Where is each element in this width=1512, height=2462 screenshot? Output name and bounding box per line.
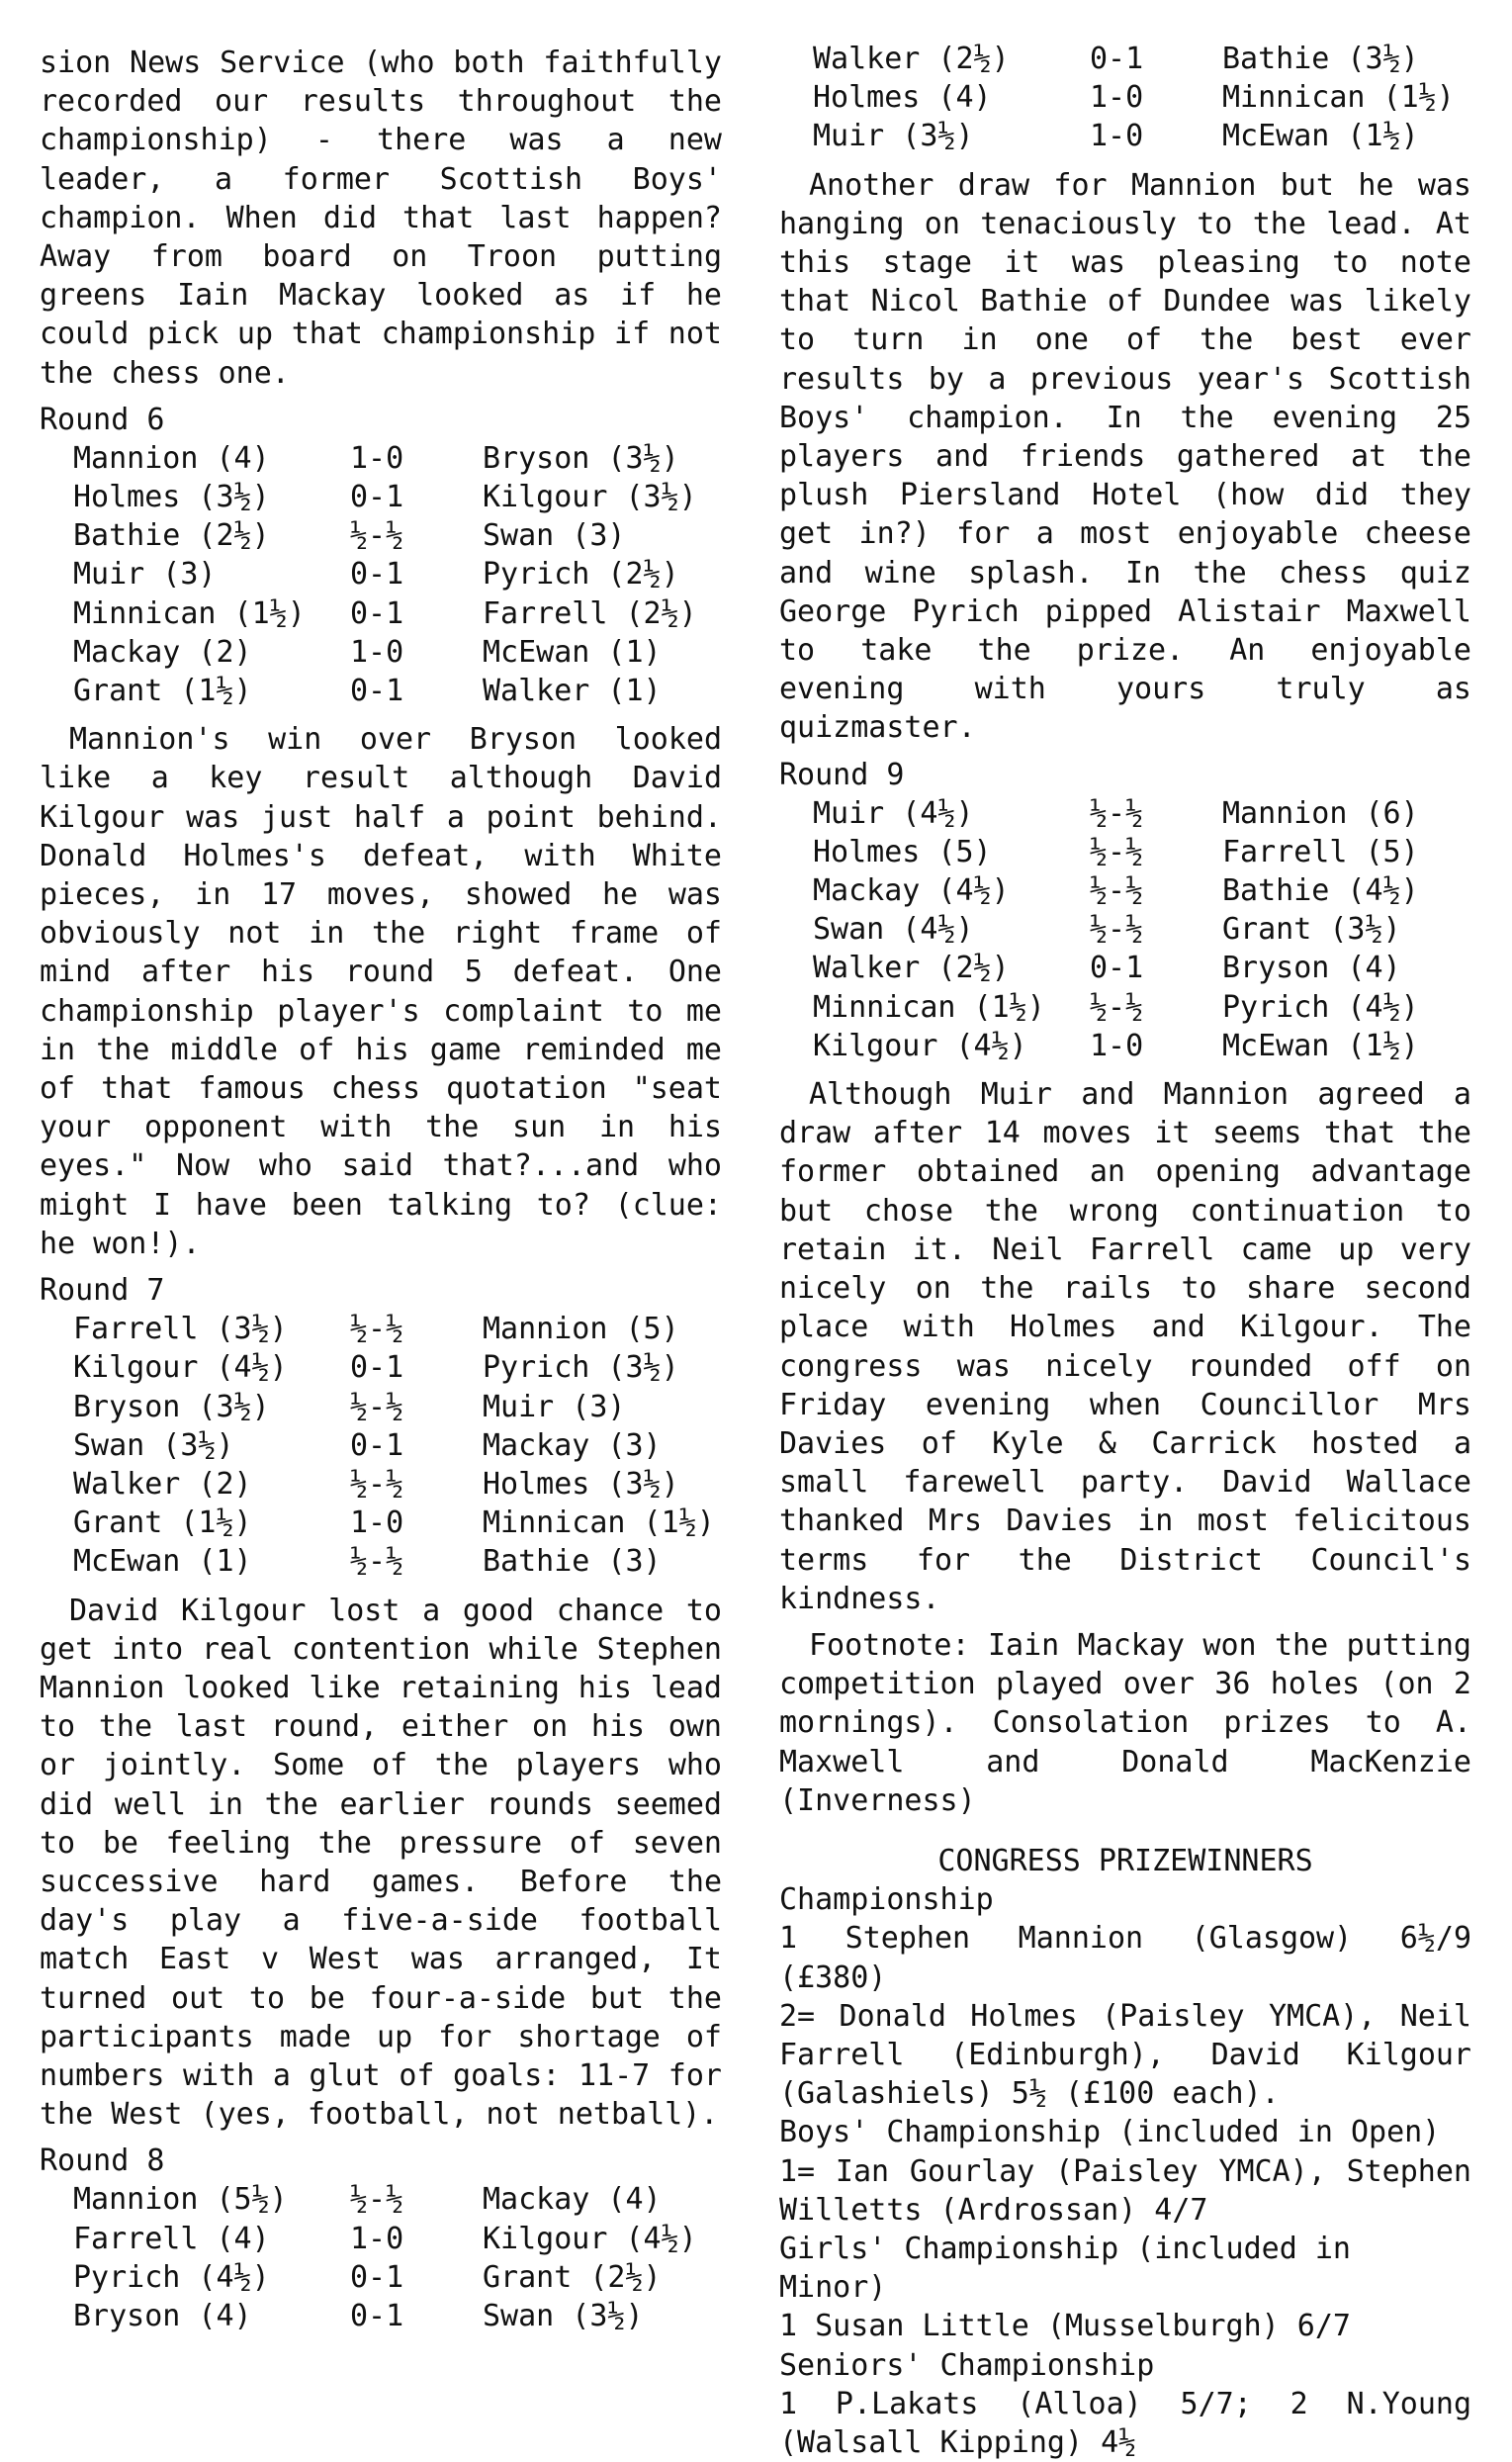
game-result: ½-½ xyxy=(1090,795,1144,831)
black-player: McEwan (1½) xyxy=(1222,1028,1419,1063)
game-result: 0-1 xyxy=(350,2298,404,2333)
white-player: McEwan (1) xyxy=(73,1544,252,1580)
white-player: Mackay (4½) xyxy=(813,873,1010,909)
game-result: 1-0 xyxy=(350,2221,404,2256)
white-player: Bathie (2½) xyxy=(73,518,270,554)
black-player: Pyrich (2½) xyxy=(483,557,679,593)
result-row xyxy=(813,988,1419,1027)
black-player: Farrell (2½) xyxy=(483,595,697,631)
black-player: Minnican (1½) xyxy=(1222,80,1455,116)
left-column xyxy=(40,44,722,2345)
black-player: Mackay (3) xyxy=(483,1427,662,1463)
result-row xyxy=(73,1348,715,1387)
black-player: Bryson (4) xyxy=(1222,951,1401,986)
black-player: Swan (3½) xyxy=(483,2298,644,2333)
result-row xyxy=(813,949,1419,987)
white-player: Grant (1½) xyxy=(73,674,252,709)
round-7-commentary: David Kilgour lost a good chance to get into real contention while Stephen Mannion looked like retaining his lead to the last round, either on his own or jointly. Some of the players who did well in the earlier rounds seemed to be feeling the pressure of seven successive hard games. Before the day's play a five-a-side football match East v West was arranged, It turned out to be four-a-side but the participants made up for shortage of numbers with a glut of goals: 11-7 for the West (yes, football, not netball). xyxy=(40,1593,722,2133)
round-8-commentary: Another draw for Mannion but he was hanging on tenaciously to the lead. At this stage it was pleasing to note that Nicol Bathie of Dundee was likely to turn in one of the best ever results by a previous year's Scottish Boys' champion. In the evening 25 players and friends gathered at the plush Piersland Hotel (how did they get in?) for a most enjoyable cheese and wine splash. In the chess quiz George Pyrich pipped Alistair Maxwell to take the prize. An enjoyable evening with yours truly as quizmaster. xyxy=(779,167,1471,746)
result-row xyxy=(73,1504,715,1542)
result-row xyxy=(73,2297,697,2335)
championship-label: Championship xyxy=(779,1882,994,1918)
white-player: Muir (3½) xyxy=(813,119,974,154)
white-player: Walker (2½) xyxy=(813,42,1010,76)
round-8-table xyxy=(73,2180,697,2335)
result-row xyxy=(813,833,1419,871)
round-8-heading: Round 8 xyxy=(40,2143,165,2179)
result-row xyxy=(73,2180,697,2219)
result-row xyxy=(73,2220,697,2258)
championship-winner: 1 Stephen Mannion (Glasgow) 6½/9 (£380) xyxy=(779,1921,1471,1995)
black-player: Bryson (3½) xyxy=(483,440,679,476)
result-row xyxy=(73,1310,715,1348)
white-player: Pyrich (4½) xyxy=(73,2259,270,2295)
game-result: ½-½ xyxy=(350,518,404,554)
white-player: Kilgour (4½) xyxy=(73,1350,288,1386)
white-player: Mackay (2) xyxy=(73,634,252,670)
game-result: 0-1 xyxy=(1090,951,1144,986)
game-result: 0-1 xyxy=(350,2259,404,2295)
prizewinners-heading: CONGRESS PRIZEWINNERS xyxy=(937,1843,1313,1878)
black-player: Grant (2½) xyxy=(483,2259,662,2295)
game-result: 1-0 xyxy=(1090,119,1144,154)
result-row xyxy=(813,871,1419,910)
result-row xyxy=(73,594,697,633)
result-row xyxy=(73,478,697,516)
round-6-commentary: Mannion's win over Bryson looked like a key result although David Kilgour was just half a point behind. Donald Holmes's defeat, with White pieces, in 17 moves, showed he was obviously not in the right frame of mind after his round 5 defeat. One championship player's complaint to me in the middle of his game reminded me of that famous chess quotation "seat your opponent with the sun in his eyes." Now who said that?...and who might I have been talking to? (clue: he won!). xyxy=(40,722,722,1261)
result-row xyxy=(73,439,697,478)
game-result: ½-½ xyxy=(1090,989,1144,1025)
white-player: Holmes (3½) xyxy=(73,480,270,515)
white-player: Walker (2) xyxy=(73,1466,252,1502)
black-player: McEwan (1) xyxy=(483,634,662,670)
game-result: 1-0 xyxy=(1090,1028,1144,1063)
result-row xyxy=(813,794,1419,833)
white-player: Bryson (4) xyxy=(73,2298,252,2333)
white-player: Swan (4½) xyxy=(813,912,974,948)
game-result: ½-½ xyxy=(350,1544,404,1580)
result-row xyxy=(73,1542,715,1581)
black-player: Kilgour (4½) xyxy=(483,2221,697,2256)
white-player: Holmes (5) xyxy=(813,834,992,869)
result-row xyxy=(73,1426,715,1465)
game-result: 0-1 xyxy=(350,557,404,593)
game-result: ½-½ xyxy=(350,1312,404,1347)
right-column xyxy=(779,44,1471,2462)
white-player: Farrell (3½) xyxy=(73,1312,288,1347)
game-result: 1-0 xyxy=(350,1505,404,1541)
result-row xyxy=(813,40,1455,78)
black-player: Swan (3) xyxy=(483,518,626,554)
result-row xyxy=(813,117,1455,155)
boys-winners: 1= Ian Gourlay (Paisley YMCA), Stephen Willetts (Ardrossan) 4/7 xyxy=(779,2153,1471,2228)
black-player: Bathie (3) xyxy=(483,1544,662,1580)
black-player: Bathie (4½) xyxy=(1222,873,1419,909)
result-row xyxy=(813,78,1455,117)
result-row xyxy=(73,1388,715,1426)
white-player: Holmes (4) xyxy=(813,80,992,116)
round-9-table xyxy=(813,794,1419,1065)
game-result: 0-1 xyxy=(350,480,404,515)
white-player: Muir (3) xyxy=(73,557,217,593)
game-result: 1-0 xyxy=(350,634,404,670)
boys-label: Boys' Championship (included in Open) xyxy=(779,2115,1441,2150)
black-player: Minnican (1½) xyxy=(483,1505,715,1541)
black-player: Pyrich (3½) xyxy=(483,1350,679,1386)
black-player: Holmes (3½) xyxy=(483,1466,679,1502)
round-7-table xyxy=(73,1310,715,1581)
result-row xyxy=(73,2258,697,2297)
black-player: Walker (1) xyxy=(483,674,662,709)
result-row xyxy=(73,1465,715,1504)
white-player: Grant (1½) xyxy=(73,1505,252,1541)
white-player: Minnican (1½) xyxy=(73,595,306,631)
black-player: Grant (3½) xyxy=(1222,912,1401,948)
white-player: Swan (3½) xyxy=(73,1427,234,1463)
game-result: ½-½ xyxy=(1090,873,1144,909)
white-player: Muir (4½) xyxy=(813,795,974,831)
black-player: Mackay (4) xyxy=(483,2182,662,2218)
white-player: Kilgour (4½) xyxy=(813,1028,1027,1063)
game-result: 0-1 xyxy=(1090,42,1144,76)
white-player: Mannion (5½) xyxy=(73,2182,288,2218)
game-result: ½-½ xyxy=(350,2182,404,2218)
championship-second: 2= Donald Holmes (Paisley YMCA), Neil Farrell (Edinburgh), David Kilgour (Galashiels) 5½ (£100 each). xyxy=(779,1998,1471,2112)
result-row xyxy=(813,910,1419,949)
result-row xyxy=(73,516,697,555)
black-player: Farrell (5) xyxy=(1222,834,1419,869)
girls-winner: 1 Susan Little (Musselburgh) 6/7 xyxy=(779,2309,1351,2344)
game-result: ½-½ xyxy=(1090,912,1144,948)
white-player: Farrell (4) xyxy=(73,2221,270,2256)
game-result: 0-1 xyxy=(350,674,404,709)
girls-label: Girls' Championship (included in Minor) xyxy=(779,2231,1351,2306)
game-result: ½-½ xyxy=(350,1389,404,1424)
game-result: 1-0 xyxy=(1090,80,1144,116)
footnote: Footnote: Iain Mackay won the putting competition played over 36 holes (on 2 mornings). Consolation prizes to A. Maxwell and Donald MacKenzie (Inverness) xyxy=(779,1627,1471,1818)
game-result: 0-1 xyxy=(350,1350,404,1386)
round-6-table xyxy=(73,439,697,710)
white-player: Mannion (4) xyxy=(73,440,270,476)
result-row xyxy=(813,1027,1419,1065)
round-9-heading: Round 9 xyxy=(779,757,905,792)
black-player: McEwan (1½) xyxy=(1222,119,1419,154)
intro-paragraph: sion News Service (who both faithfully recorded our results throughout the championship) - there was a new leader, a former Scottish Boys' champion. When did that last happen? Away from board on Troon putting greens Iain Mackay looked as if he could pick up that championship if not the chess one. xyxy=(40,46,722,391)
game-result: ½-½ xyxy=(1090,834,1144,869)
result-row xyxy=(73,633,697,672)
result-row xyxy=(73,555,697,593)
black-player: Bathie (3½) xyxy=(1222,42,1419,76)
round-6-heading: Round 6 xyxy=(40,402,165,437)
black-player: Mannion (5) xyxy=(483,1312,679,1347)
black-player: Mannion (6) xyxy=(1222,795,1419,831)
game-result: ½-½ xyxy=(350,1466,404,1502)
seniors-winners: 1 P.Lakats (Alloa) 5/7; 2 N.Young (Walsall Kipping) 4½ xyxy=(779,2386,1471,2460)
black-player: Kilgour (3½) xyxy=(483,480,697,515)
white-player: Bryson (3½) xyxy=(73,1389,270,1424)
game-result: 0-1 xyxy=(350,1427,404,1463)
black-player: Muir (3) xyxy=(483,1389,626,1424)
round-7-heading: Round 7 xyxy=(40,1273,165,1309)
game-result: 0-1 xyxy=(350,595,404,631)
white-player: Walker (2½) xyxy=(813,951,1010,986)
round-9-commentary: Although Muir and Mannion agreed a draw after 14 moves it seems that the former obtained an opening advantage but chose the wrong continuation to retain it. Neil Farrell came up very nicely on the rails to share second place with Holmes and Kilgour. The congress was nicely rounded off on Friday evening when Councillor Mrs Davies of Kyle & Carrick hosted a small farewell party. David Wallace thanked Mrs Davies in most felicitous terms for the District Council's kindness. xyxy=(779,1077,1471,1616)
game-result: 1-0 xyxy=(350,440,404,476)
black-player: Pyrich (4½) xyxy=(1222,989,1419,1025)
round-8-table-continued xyxy=(813,40,1455,156)
result-row xyxy=(73,672,697,710)
seniors-label: Seniors' Championship xyxy=(779,2347,1155,2383)
white-player: Minnican (1½) xyxy=(813,989,1045,1025)
